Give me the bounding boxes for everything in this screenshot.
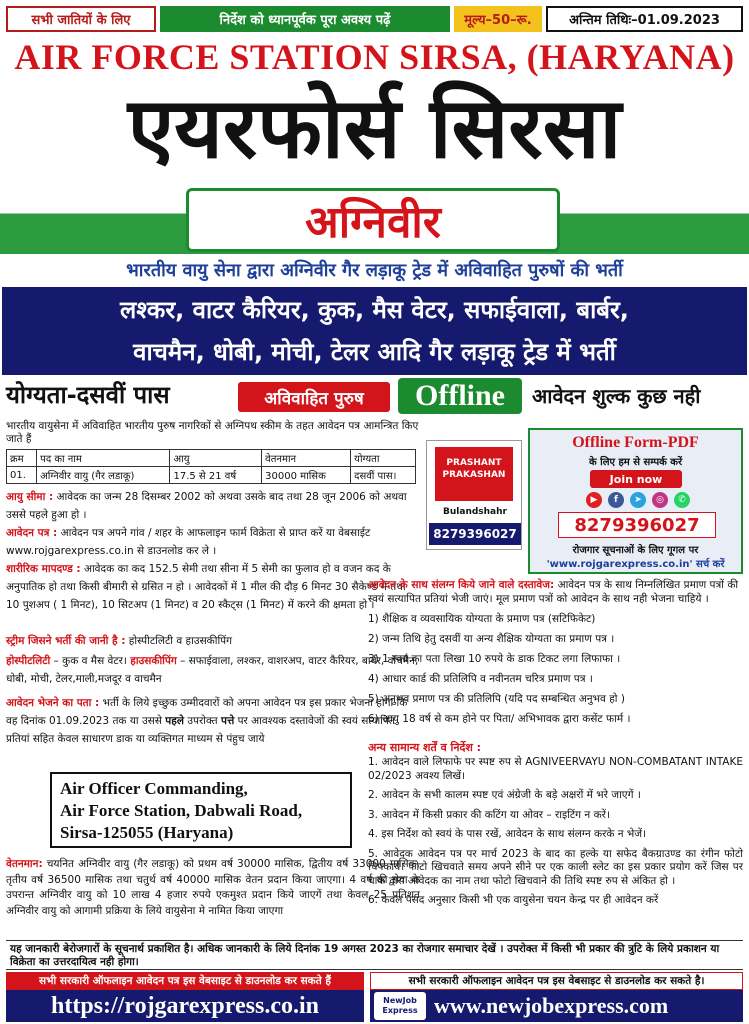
address-box <box>50 772 352 848</box>
documents-list <box>368 612 743 726</box>
agniveer-label: अग्निवीर <box>305 197 441 248</box>
list-item: 4. इस निर्देश को स्वयं के पास रखें, आवेदन के साथ संलग्न करके न भेजें। <box>368 828 647 840</box>
fee-label: आवेदन शुल्क कुछ नही <box>532 384 701 408</box>
application-section <box>6 524 420 560</box>
nj-logo-line-2: Express <box>382 1006 418 1015</box>
prashant-name-1: PRASHANT <box>446 458 502 468</box>
age-label: आयु सीमा : <box>6 491 54 503</box>
prashant-logo <box>435 447 513 501</box>
send-text-c: पर आवश्यक दस्तावेजों की स्वयं सत्यापित प्रतियां सहित केवल साधारण डाक या व्यक्तिगत माध्यम से पंहुच जाये <box>6 715 395 745</box>
caste-badge: सभी जातियों के लिए <box>6 6 156 32</box>
rojgarexpress-link[interactable]: https://rojgarexpress.co.in <box>6 990 364 1022</box>
address-line-2: Air Force Station, Dabwali Road, <box>60 801 303 820</box>
stream-label: स्ट्रीम जिसने भर्ती की जानी है : <box>6 635 126 647</box>
table-row <box>7 467 416 484</box>
send-bold: पहले <box>165 715 184 727</box>
table-header-cell: आयु <box>170 450 262 467</box>
unmarried-male-badge: अविवाहित पुरुष <box>238 382 390 412</box>
hospitality-text: – कुक व मैस वेटर। <box>50 655 127 667</box>
newjob-express-logo <box>374 992 426 1020</box>
prashant-city: Bulandshahr <box>443 507 507 517</box>
newjobexpress-footer <box>370 990 743 1022</box>
address-line-3: Sirsa-125055 (Haryana) <box>60 823 234 842</box>
instruction-banner: निर्देश को ध्यानपूर्वक पूरा अवश्य पढ़ें <box>160 6 450 32</box>
send-bold-2: पत्ते <box>221 715 235 727</box>
nj-logo-line-1: NewJob <box>383 996 417 1005</box>
newjobexpress-link[interactable]: www.newjobexpress.com <box>434 993 669 1018</box>
list-item: 6. केवल पंसद अनुसार किसी भी एक वायुसेना चयन केन्द्र पर ही आवेदन करें <box>368 894 659 906</box>
header-strip <box>6 6 743 32</box>
table-cell: 30000 मासिक <box>262 467 351 484</box>
send-label: आवेदन भेजने का पता : <box>6 697 100 709</box>
footer-strip-left: सभी सरकारी ऑफलाइन आवेदन पत्र इस वेबसाइट से डाउनलोड कर सकते हैं <box>6 972 364 990</box>
price-badge: मूल्य–50–रू. <box>454 6 542 32</box>
list-item: 3. आवेदन में किसी प्रकार की कटिंग या ओवर – राइटिंग न करें। <box>368 808 610 821</box>
offline-badge: Offline <box>398 378 522 414</box>
telegram-icon[interactable]: ➤ <box>630 492 646 508</box>
trades-banner <box>2 287 747 375</box>
form-ad-footer-1: रोजगार सूचनाओं के लिए गूगल पर <box>572 545 699 556</box>
trades-line-2: वाचमैन, धोबी, मोची, टेलर आदि गैर लड़ाकू ट्रेड में भर्ती <box>133 338 616 366</box>
list-item: 3) 1 स्वयं का पता लिखा 10 रुपये के डाक टिकट लगा लिफाफा । <box>368 653 621 665</box>
footer-strip-right: सभी सरकारी ऑफलाइन आवेदन पत्र इस वेबसाइट से डाउनलोड कर सकते है। <box>370 972 743 990</box>
other-conditions-list <box>368 756 743 914</box>
form-ad-phone: 8279396027 <box>558 512 716 538</box>
stream-section <box>6 632 420 650</box>
list-item: 2. आवेदन के सभी कालम स्पष्ट एवं अंग्रेजी के बड़े अक्षरों में भरे जाएगें । <box>368 789 641 801</box>
documents-intro-text: आवेदन पत्र के साथ निम्नलिखित प्रमाण पत्रों की स्वयं सत्यापित प्रतियां भेजी जाएं। मूल प्रमाण पत्रों को आवेदन के साथ नही भेजना चाहिये । <box>368 579 739 605</box>
address-line-1: Air Officer Commanding, <box>60 779 248 798</box>
list-item: 5) अनुभव प्रमाण पत्र की प्रतिलिपि (यदि पद सम्बन्धित अनुभव हो ) <box>368 693 625 705</box>
table-cell: दसवीं पास। <box>351 467 416 484</box>
documents-section <box>368 578 743 726</box>
list-item: 6) आयु 18 वर्ष से कम होने पर पिता/ अभिभावक द्वारा कसेंट फार्म । <box>368 713 631 725</box>
qualification-label: योग्यता-दसवीं पास <box>6 381 170 409</box>
subtitle: भारतीय वायु सेना द्वारा अग्निवीर गैर लड़ाकू ट्रेड में अविवाहित पुरुषों की भर्ती <box>126 260 623 281</box>
youtube-icon[interactable]: ▶ <box>586 492 602 508</box>
whatsapp-icon[interactable]: ✆ <box>674 492 690 508</box>
table-header-cell: योग्यता <box>351 450 416 467</box>
agniveer-box <box>186 188 560 252</box>
form-ad-footer-2: 'www.rojgarexpress.co.in' सर्च करें <box>546 559 725 570</box>
physical-section <box>6 560 420 614</box>
english-title: AIR FORCE STATION SIRSA, (HARYANA) <box>14 37 735 77</box>
application-label: आवेदन पत्र : <box>6 527 58 539</box>
list-item: 1. आवेदन वाले लिफाफे पर स्पष्ट रुप से AGNIVEERVAYU NON-COMBATANT INTAKE 02/2023 अवश्य लिखें। <box>368 756 743 782</box>
send-text-b: उपरोक्त <box>187 715 218 727</box>
list-item: 2) जन्म तिथि हेतु दसवीं या अन्य शैक्षिक योग्यता का प्रमाण पत्र । <box>368 633 615 645</box>
table-header-cell: क्रम <box>7 450 37 467</box>
housekeeping-text: – सफाईवाला, लश्कर, वाशरअप, वाटर कैरियर, बार्बर, वॉचमैन, धोबी, मोची, टेलर,माली,मजदूर व वाचमैन <box>6 655 419 685</box>
hospitality-label: होस्पीटलिटी <box>6 655 51 667</box>
offline-form-ad <box>528 428 743 574</box>
documents-label: आवेदन के साथ संलग्न किये जाने वाले दस्तावेज: <box>368 579 555 591</box>
documents-intro <box>368 578 743 606</box>
list-item: 1) शैक्षिक व व्यवसायिक योग्यता के प्रमाण पत्र (सटिफिकेट) <box>368 613 596 625</box>
prashant-name-2: PRAKASHAN <box>442 470 506 480</box>
table-header-cell: पद का नाम <box>37 450 170 467</box>
hindi-title: एयरफोर्स सिरसा <box>127 79 622 177</box>
send-section <box>6 694 420 748</box>
stream-text: होस्पीटलिटी व हाउसकीपिंग <box>128 635 233 647</box>
requirements-row <box>0 378 749 416</box>
social-icons <box>578 492 698 508</box>
hospitality-section <box>6 652 420 688</box>
join-now-button[interactable]: Join now <box>590 470 682 488</box>
intro-text: भारतीय वायुसेना में अविवाहित भारतीय पुरुष नागरिकों से अग्निपथ स्कीम के तहत आवेदन पत्र आमन्त्रित किए जाते हैं <box>6 420 419 445</box>
last-date-badge: अन्तिम तिथिः–01.09.2023 <box>546 6 743 32</box>
table-header-cell: वेतनमान <box>262 450 351 467</box>
physical-label: शारीरिक मापदण्ड : <box>6 563 81 575</box>
posts-table <box>6 449 416 484</box>
application-text: आवेदन पत्र अपने गांव / शहर के आफलाइन फार्म विक्रेता से प्राप्त करें या वेबसाईट www.rojgarexpress.co.in से डाउनलोड कर ले । <box>6 527 371 557</box>
disclaimer: यह जानकारी बेरोजगारों के सूचनार्थ प्रकाशित है। अधिक जानकारी के लिये दिनांक 19 अगस्त 2023 का रोजगार समाचार देखें । उपरोक्त में किसी भी प्रकार की त्रुटि के लिये प्रकाशन या विक्रेता का उत्तरदायित्व नही होगा। <box>6 940 743 970</box>
instagram-icon[interactable]: ◎ <box>652 492 668 508</box>
other-conditions-label: अन्य सामान्य शर्तें व निर्देश : <box>368 741 482 754</box>
list-item: 5. आवेदक आवेदन पत्र पर मार्च 2023 के बाद का हल्के या सफेद बैकग्राउण्ड का रंगीन फोटो चिपकायें। फोटो खिचवाते समय अपने सीने पर एक काली स्लेट का इस प्रकार प्रयोग करें जिस पर चाक द्वारा आवेदक का नाम तथा फोटो खिचवाने की तिथि स्पष्ट रुप से अंकित हो । <box>368 847 743 887</box>
trades-line-1: लश्कर, वाटर कैरियर, कुक, मैस वेटर, सफाईवाला, बार्बर, <box>120 296 629 324</box>
facebook-icon[interactable]: f <box>608 492 624 508</box>
salary-label: वेतनमान: <box>6 858 43 870</box>
age-text: आवेदक का जन्म 28 दिसम्बर 2002 को अथवा उसके बाद तथा 28 जून 2006 को अथवा उससे पहले हुआ हो । <box>6 491 407 521</box>
housekeeping-label: हाउसकीपिंग <box>130 655 177 667</box>
salary-text: चयनित अग्निवीर वायु (गैर लडाकू) को प्रथम वर्ष 30000 मासिक, द्वितीय वर्ष 33000 मासिक, तृतीय वर्ष 36500 मासिक तथा चतुर्थ वर्ष 40000 मासिक वेतन प्रदान किया जाएगा। 4 वर्ष की सेवा के उपरान्त अग्निवीर वायु को 10 लाख 4 हजार रुपये एकमुश्त प्रदान किये जाएगें तथा केवल 25 प्रतिशत अग्निवीर वायु को आगामी प्रक्रिया के लिये वायुसेना मे नामित किया जाएगा <box>6 858 421 917</box>
table-cell: 17.5 से 21 वर्ष <box>170 467 262 484</box>
table-cell: 01. <box>7 467 37 484</box>
form-ad-title: Offline Form-PDF <box>572 434 699 451</box>
physical-text: आवेदक का कद 152.5 सेमी तथा सीना में 5 सेमी का फुलाव हो व वजन कद के अनुपातिक हो तथा किसी बीमारी से ग्रसित न हो । आवेदकों में 1 मील की दौड़ 6 मिनट 30 सैकेण्ड में तथा 10 पुशअप ( 1 मिनट), 10 सिटअप (1 मिनट) व 20 स्कैट्स (1 मिनट) में करने की क्षमता हो । <box>6 563 406 611</box>
age-section <box>6 488 420 524</box>
prashant-phone: 8279396027 <box>429 523 521 545</box>
send-text-a: भर्ती के लिये इच्छुक उम्मीदवारों को अपना आवेदन पत्र इस प्रकार भेजना होगा कि वह दिनांक 01.09.2023 तक या उससे <box>6 697 408 727</box>
salary-section <box>6 857 420 919</box>
prashant-prakashan-ad <box>426 440 522 550</box>
table-header-row <box>7 450 416 467</box>
list-item: 4) आधार कार्ड की प्रतिलिपि व नवीनतम चरित्र प्रमाण पत्र । <box>368 673 593 685</box>
form-ad-subtitle: के लिए हम से सम्पर्क करें <box>588 457 683 468</box>
table-cell: अग्निवीर वायु (गैर लडाकू) <box>37 467 170 484</box>
